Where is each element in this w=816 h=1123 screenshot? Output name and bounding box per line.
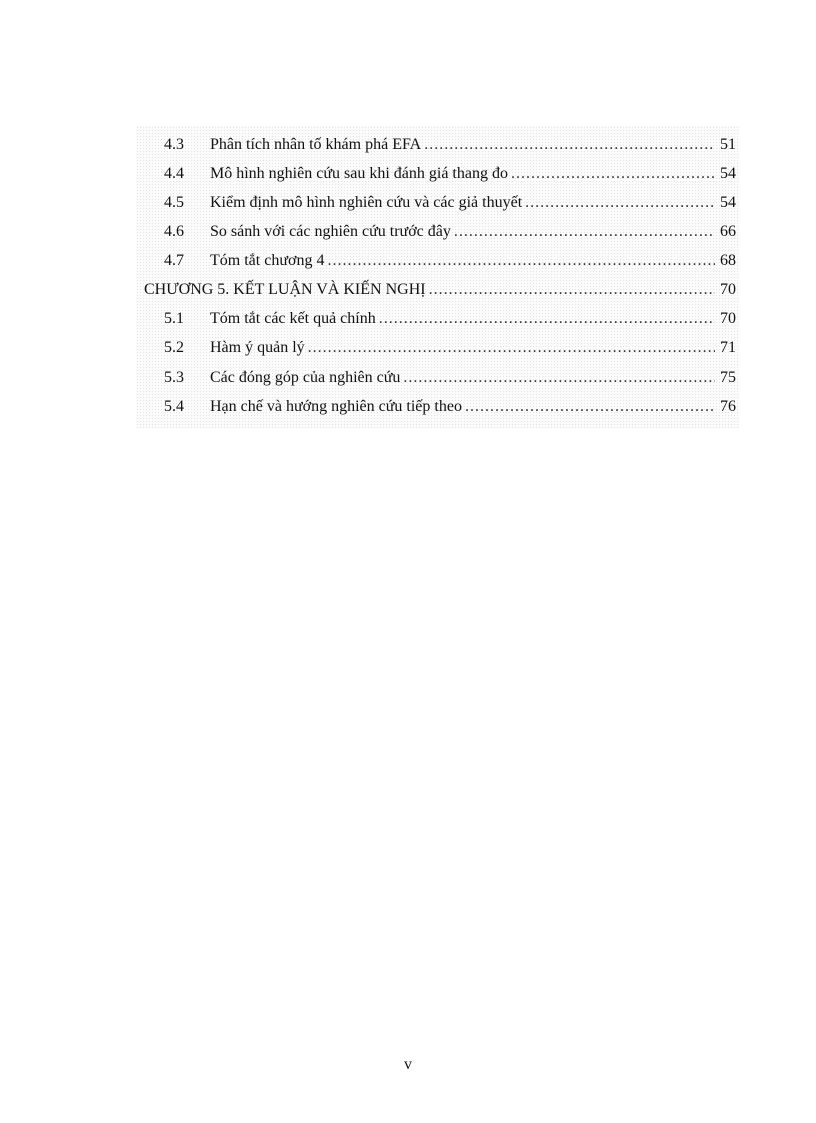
dot-leader [403,368,715,388]
toc-entry-page: 76 [720,398,736,415]
dot-leader [424,135,715,155]
dot-leader [525,193,715,213]
dot-leader [429,280,715,300]
toc-entry-4-6[interactable] [136,214,736,242]
toc-entry-5-3[interactable] [136,360,736,388]
dot-leader [454,222,715,242]
toc-entry-title: Tóm tắt các kết quả chính [210,310,376,327]
toc-entry-page: 54 [720,194,736,211]
toc-entry-page: 70 [720,310,736,327]
toc-entry-4-3[interactable] [136,127,736,155]
toc-entry-number: 4.6 [164,223,184,240]
toc-entry-page: 66 [720,223,736,240]
toc-entry-number: 4.7 [164,252,184,269]
toc-entry-5-4[interactable] [136,389,736,417]
toc-entry-number: 5.2 [164,339,184,356]
toc-entry-page: 75 [720,369,736,386]
toc-entry-5-1[interactable] [136,301,736,329]
toc-entry-number: 5.4 [164,398,184,415]
toc-chapter-title: CHƯƠNG 5. KẾT LUẬN VÀ KIẾN NGHỊ [144,281,426,298]
toc-entry-5-2[interactable] [136,330,736,358]
toc-entry-title: So sánh với các nghiên cứu trước đây [210,223,451,240]
toc-entry-page: 54 [720,165,736,182]
dot-leader [308,338,715,358]
dot-leader [511,164,715,184]
toc-entry-title: Phân tích nhân tố khám phá EFA [210,136,422,153]
toc-entry-number: 4.3 [164,136,184,153]
toc-entry-title: Các đóng góp của nghiên cứu [210,369,401,386]
page-number: v [404,1056,412,1073]
toc-entry-title: Hạn chế và hướng nghiên cứu tiếp theo [210,398,462,415]
toc-entry-number: 4.4 [164,165,184,182]
toc-entry-chapter-5[interactable] [136,272,736,300]
toc-entry-page: 68 [720,252,736,269]
toc-entry-title: Tóm tắt chương 4 [210,252,325,269]
toc-entry-number: 5.3 [164,369,184,386]
toc-entry-number: 5.1 [164,310,184,327]
toc-entry-page: 71 [720,339,736,356]
toc-entry-number: 4.5 [164,194,184,211]
table-of-contents [136,126,740,428]
toc-entry-4-4[interactable] [136,156,736,184]
toc-entry-title: Mô hình nghiên cứu sau khi đánh giá thang đo [210,165,508,182]
toc-entry-page: 51 [720,136,736,153]
dot-leader [465,397,715,417]
toc-entry-title: Kiểm định mô hình nghiên cứu và các giả thuyết [210,194,523,211]
toc-entry-page: 70 [720,281,736,298]
dot-leader [379,309,715,329]
toc-entry-4-5[interactable] [136,185,736,213]
dot-leader [327,251,715,271]
toc-entry-4-7[interactable] [136,243,736,271]
toc-entry-title: Hàm ý quản lý [210,339,305,356]
